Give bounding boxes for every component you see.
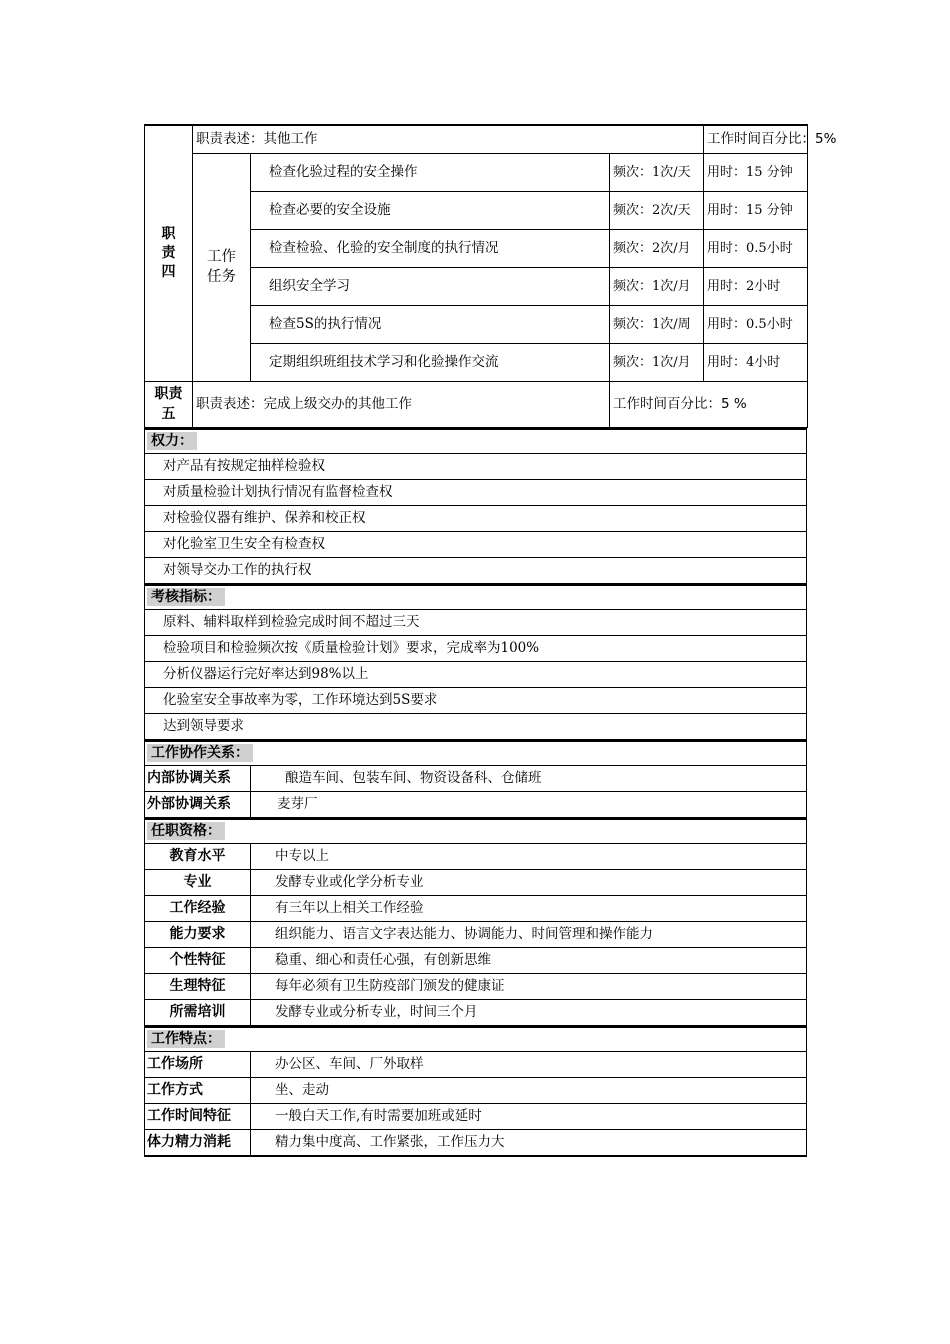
features-key: 工作方式 [145,1077,251,1103]
authority-item: 对质量检验计划执行情况有监督检查权 [145,479,807,505]
qualification-key: 生理特征 [145,973,251,999]
qualification-value: 有三年以上相关工作经验 [251,895,807,921]
task-name: 定期组织班组技术学习和化验操作交流 [251,343,610,381]
qualification-key: 教育水平 [145,843,251,869]
cooperation-table [144,740,807,818]
task-duration: 用时：15 分钟 [704,153,808,191]
authority-item: 对化验室卫生安全有检查权 [145,531,807,557]
qualification-key: 个性特征 [145,947,251,973]
task-frequency: 频次：1次/周 [610,305,704,343]
cooperation-value: 酿造车间、包装车间、物资设备科、仓储班 [251,765,807,791]
cooperation-key: 外部协调关系 [145,791,251,817]
duty5-description: 职责表述：完成上级交办的其他工作 [193,381,610,427]
qualification-value: 中专以上 [251,843,807,869]
duty4-label: 职 责 四 [145,125,193,381]
qualification-table [144,818,807,1026]
authority-table [144,428,807,584]
task-frequency: 频次：1次/月 [610,267,704,305]
job-description-document [144,124,837,1157]
task-duration: 用时：15 分钟 [704,191,808,229]
task-label: 工作 任务 [193,153,251,381]
authority-item: 对检验仪器有维护、保养和校正权 [145,505,807,531]
task-name: 检查检验、化验的安全制度的执行情况 [251,229,610,267]
qualification-value: 发酵专业或化学分析专业 [251,869,807,895]
task-frequency: 频次：1次/月 [610,343,704,381]
qualification-value: 组织能力、语言文字表达能力、协调能力、时间管理和操作能力 [251,921,807,947]
duty4-description: 职责表述：其他工作 [193,125,704,153]
qualification-value: 稳重、细心和责任心强，有创新思维 [251,947,807,973]
qualification-key: 所需培训 [145,999,251,1025]
authority-item: 对产品有按规定抽样检验权 [145,453,807,479]
task-name: 检查5S的执行情况 [251,305,610,343]
qualification-key: 专业 [145,869,251,895]
features-key: 工作时间特征 [145,1103,251,1129]
task-frequency: 频次：1次/天 [610,153,704,191]
duty5-label: 职责五 [145,381,193,427]
features-value: 一般白天工作,有时需要加班或延时 [251,1103,807,1129]
features-value: 精力集中度高、工作紧张，工作压力大 [251,1129,807,1156]
duty4-time-percent: 工作时间百分比：5% [704,125,808,153]
authority-item: 对领导交办工作的执行权 [145,557,807,583]
qualification-value: 发酵专业或分析专业，时间三个月 [251,999,807,1025]
task-duration: 用时：4小时 [704,343,808,381]
cooperation-title: 工作协作关系： [147,744,253,762]
qualification-key: 工作经验 [145,895,251,921]
features-table [144,1026,807,1157]
duty-table [144,124,837,428]
kpi-table [144,584,807,740]
task-name: 组织安全学习 [251,267,610,305]
kpi-item: 分析仪器运行完好率达到98%以上 [145,661,807,687]
kpi-title: 考核指标： [147,588,225,606]
task-frequency: 频次：2次/月 [610,229,704,267]
cooperation-key: 内部协调关系 [145,765,251,791]
features-title: 工作特点： [147,1030,225,1048]
kpi-item: 原料、辅料取样到检验完成时间不超过三天 [145,609,807,635]
features-value: 坐、走动 [251,1077,807,1103]
task-duration: 用时：2小时 [704,267,808,305]
kpi-item: 达到领导要求 [145,713,807,739]
features-key: 工作场所 [145,1051,251,1077]
task-duration: 用时：0.5小时 [704,305,808,343]
task-frequency: 频次：2次/天 [610,191,704,229]
qualification-value: 每年必须有卫生防疫部门颁发的健康证 [251,973,807,999]
qualification-title: 任职资格： [147,822,225,840]
authority-title: 权力： [147,432,197,450]
cooperation-value: 麦芽厂 [251,791,807,817]
task-duration: 用时：0.5小时 [704,229,808,267]
duty5-time-percent: 工作时间百分比：5 % [610,381,808,427]
features-key: 体力精力消耗 [145,1129,251,1156]
qualification-key: 能力要求 [145,921,251,947]
kpi-item: 检验项目和检验频次按《质量检验计划》要求，完成率为100% [145,635,807,661]
features-value: 办公区、车间、厂外取样 [251,1051,807,1077]
task-name: 检查必要的安全设施 [251,191,610,229]
task-name: 检查化验过程的安全操作 [251,153,610,191]
kpi-item: 化验室安全事故率为零，工作环境达到5S要求 [145,687,807,713]
